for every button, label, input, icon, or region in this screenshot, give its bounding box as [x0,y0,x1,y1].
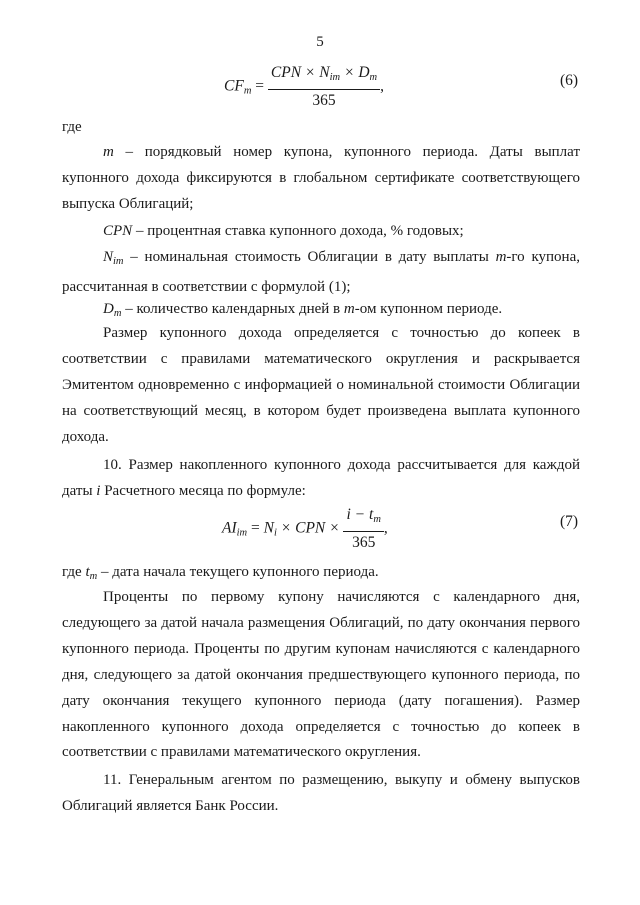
eq7-denominator: 365 [352,534,376,551]
symbol-dm: D [103,301,114,317]
definition-nim: $N_{im}$ – номинальная стоимость Облигации в дату выплаты m-го купона, рассчитанная в соответствии с формулой (1); [62,249,580,295]
where-tm: где $t_m$ – дата начала текущего купонного периода. [62,564,379,582]
symbol-cpn: CPN [103,223,133,239]
equation-7: $AI_{im} = N_i$ × CPN × $\frac{i - t_m}{365}$ , [222,504,388,554]
where-label: где [62,119,82,135]
eq6-fraction [268,62,380,112]
equation-6: $CF_m$ = $\frac{CPN \times N_{im} \times D_m}{365}$ , [224,62,384,112]
paragraph-interest: Проценты по первому купону начисляются с календарного дня, следующего за датой начала размещения Облигаций, по дату окончания первого купонного периода. Проценты по другим купонам начисляются с календарного дня, следующего за датой окончания предшествующего купонного периода, по дату окончания текущего купонного периода (дату погашения). Размер накопленного купонного дохода определяется с точностью до копеек в соответствии с правилами математического округления. [62,589,580,761]
eq7-numerator: $i - t_m$ [343,504,383,532]
eq7-fraction [343,504,383,554]
definition-dm: $D_m$ – количество календарных дней в m-ом купонном периоде. [103,301,503,319]
equation-6-number: (6) [560,72,579,89]
eq6-equals: = [251,77,268,95]
equation-7-number: (7) [560,513,579,530]
eq6-numerator: CPN × $N_{im} \times D_m$ [268,62,380,90]
symbol-nim: N [103,249,114,265]
symbol-m: m [103,144,114,160]
eq6-lhs: CF [224,77,244,95]
eq6-trail: , [380,77,384,95]
item-11: 11. Генеральным агентом по размещению, выкупу и обмену выпусков Облигаций является Банк России. [62,772,580,814]
eq6-denominator: 365 [312,92,336,109]
paragraph-coupon-size: Размер купонного дохода определяется с точностью до копеек в соответствии с правилами математического округления и раскрывается Эмитентом одновременно с информацией о номинальной стоимости Облигации на соответствующий месяц, в котором будет произведена выплата купонного дохода. [62,325,580,445]
page-number: 5 [316,34,324,50]
item-10: 10. Размер накопленного купонного дохода рассчитывается для каждой даты i Расчетного месяца по формуле: [62,457,580,499]
definition-cpn: CPN – процентная ставка купонного дохода, % годовых; [103,223,464,239]
definition-m: m – порядковый номер купона, купонного периода. Даты выплат купонного дохода фиксируются в глобальном сертификате соответствующего выпуска Облигаций; [62,144,580,212]
